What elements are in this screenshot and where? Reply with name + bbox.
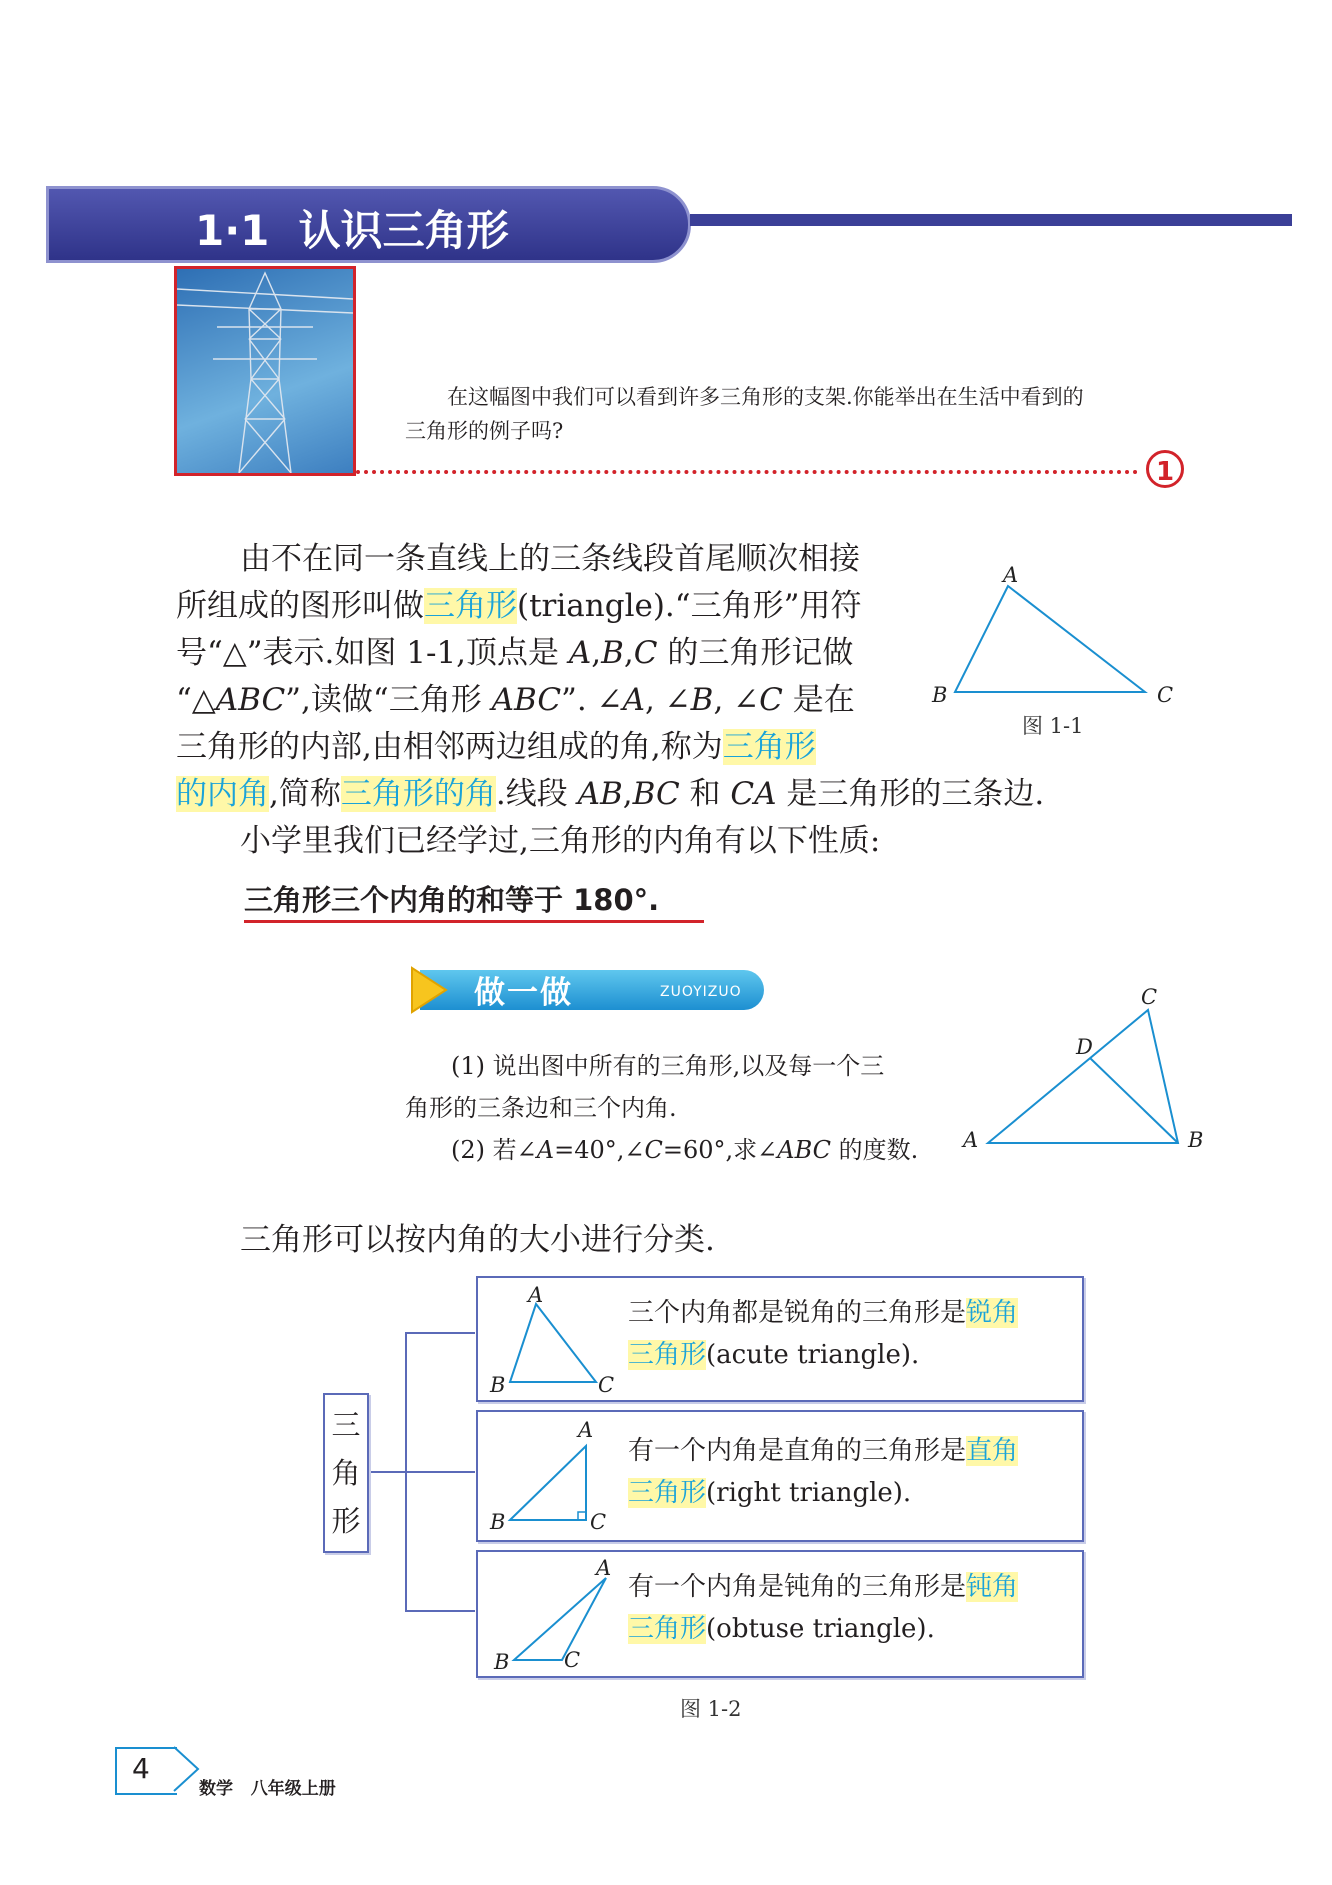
term-triangle-angle: 三角形的角 [340, 776, 496, 812]
page-number: 4 [132, 1752, 150, 1785]
play-arrow-icon [408, 966, 448, 1014]
section-title: 1·1 认识三角形 [195, 206, 509, 255]
right-triangle-box: A B C 有一个内角是直角的三角形是直角 三角形(right triangle). [476, 1410, 1084, 1542]
fig1-caption: 图 1-1 [1022, 714, 1084, 738]
activity-questions: (1) 说出图中所有的三角形,以及每一个三 角形的三条边和三个内角. (2) 若∠A=40°,∠C=60°,求∠ABC 的度数. [405, 1052, 919, 1164]
activity-label-A: A [963, 1128, 979, 1152]
activity-pinyin: ZUOYIZUO [660, 984, 742, 1000]
intro-prompt: 在这幅图中我们可以看到许多三角形的支架.你能举出在生活中看到的 三角形的例子吗? [405, 385, 1084, 443]
activity-label-B: B [1188, 1128, 1204, 1152]
dotted-divider [356, 470, 1138, 474]
section-badge: 1 [1146, 450, 1184, 488]
classification-root: 三 角 形 [323, 1393, 369, 1553]
activity-label-C: C [1141, 985, 1158, 1009]
book-title: 数学 八年级上册 [199, 1779, 336, 1799]
acute-triangle-box: A B C 三个内角都是锐角的三角形是锐角 三角形(acute triangle). [476, 1276, 1084, 1402]
term-interior-angle: 三角形 [722, 729, 816, 765]
fig1-label-B: B [932, 683, 948, 707]
obtuse-triangle-box: A B C 有一个内角是钝角的三角形是钝角 三角形(obtuse triangle). [476, 1550, 1084, 1678]
activity-label-D: D [1076, 1035, 1093, 1059]
activity-figure [960, 990, 1210, 1160]
fig2-caption: 图 1-2 [680, 1697, 742, 1721]
fig1-label-C: C [1157, 683, 1174, 707]
power-tower-photo [174, 266, 356, 476]
tower-icon [177, 269, 353, 473]
theorem-underline [244, 920, 704, 923]
fig1-label-A: A [1003, 563, 1019, 587]
definition-paragraph: 由不在同一条直线上的三条线段首尾顺次相接 所组成的图形叫做三角形(triangle).“三角形”用符 号“△”表示.如图 1-1,顶点是 A,B,C 的三角形记做 “△ABC”,读做“三角形 ABC”. ∠A, ∠B, ∠C 是在 三角形的内部,由相邻两边组成的角,称为三角形 的内角,简称三角形的角.线段 AB,BC 和 CA 是三角形的三条边. 小学里我们已经学过,三角形的内角有以下性质: [176, 541, 1045, 859]
theorem-statement: 三角形三个内角的和等于 180°. [244, 883, 660, 917]
term-triangle: 三角形 [424, 588, 517, 624]
activity-title: 做一做 [474, 975, 573, 1011]
classification-intro: 三角形可以按内角的大小进行分类. [240, 1222, 715, 1258]
